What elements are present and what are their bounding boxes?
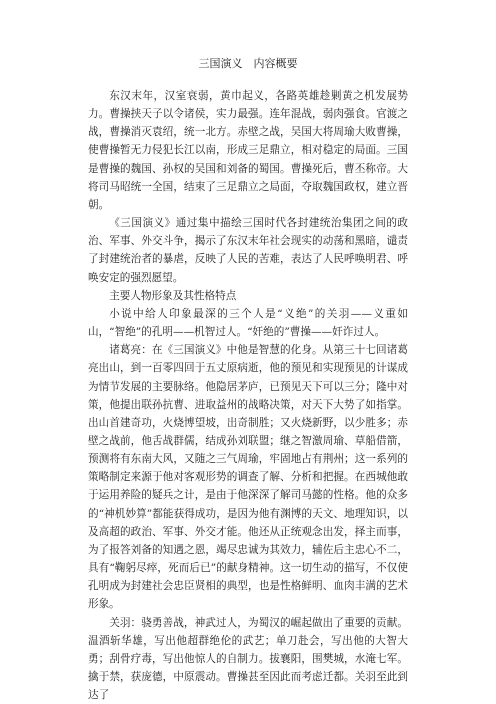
paragraph-zhuge-liang: 诸葛亮：在《三国演义》中他是智慧的化身。从第三十七回诸葛亮出山，到一百零四回于五丈原病逝，他的预见和实现预见的计谋成为情节发展的主要脉络。他隐居茅庐，已预见天下可以三分；隆中对策，他提出联孙抗曹、进取益州的战略决策，对天下大势了如指掌。出山首建奇功，火烧博望坡，出奇制胜；又火烧新野，以少胜多；赤壁之战前，他舌战群儒，结成孙刘联盟；继之智激周瑜、草船借箭，预测将有东南大风，又随之三气周瑜，牢固地占有荆州；这一系列的策略制定来源于他对客观形势的调查了解、分析和把握。在西城他敢于运用养险的疑兵之计，是由于他深深了解司马懿的性格。他的众多的“神机妙算”都能获得成功，是因为他有渊博的天文、地理知识，以及高超的政治、军事、外交才能。他还从正统观念出发，择主而事，为了报答刘备的知遇之恩，竭尽忠诚为其效力，辅佐后主忠心不二，具有“鞠躬尽瘁，死而后已”的献身精神。这一切生动的描写，不仅使孔明成为封建社会忠臣贤相的典型，也是性格鲜明、血肉丰满的艺术形象。 — [88, 344, 408, 611]
paragraph-background: 东汉末年，汉室衰弱，黄巾起义，各路英雄趁剿黄之机发展势力。曹操挟天子以令诸侯，实力最强。连年混战，弱肉强食。官渡之战，曹操消灭袁绍，统一北方。赤壁之战，吴国大将周瑜大败曹操，使曹操暂无力侵犯长江以南，形成三足鼎立，相对稳定的局面。三国是曹操的魏国、孙权的吴国和刘备的蜀国。曹操死后，曹丕称帝。大将司马昭统一全国，结束了三足鼎立之局面，夺取魏国政权，建立晋朝。 — [88, 90, 408, 211]
paragraph-three-characters: 小说中给人印象最深的三个人是“义绝”的关羽——义重如山，“智绝”的孔明——机智过人。“奸绝的”曹操——奸诈过人。 — [88, 307, 408, 339]
paragraph-guan-yu: 关羽：骁勇善战，神武过人，为蜀汉的崛起做出了重要的贡献。温酒斩华雄，写出他超群绝伦的武艺；单刀赴会，写出他的大智大勇；刮骨疗毒，写出他惊人的自制力。拔襄阳，围樊城，水淹七军。擒于禁，获庞德，中原震动。曹操甚至因此而考虑迁都。关羽至此到达了 — [88, 616, 408, 702]
section-heading-characters: 主要人物形象及其性格特点 — [109, 289, 237, 302]
paragraph-theme: 《三国演义》通过集中描绘三国时代各封建统治集团之间的政治、军事、外交斗争，揭示了东汉末年社会现实的动荡和黑暗，谴责了封建统治者的暴虐，反映了人民的苦难，表达了人民呼唤明君、呼唤安定的强烈愿望。 — [88, 217, 408, 284]
document-title: 三国演义 内容概要 — [198, 57, 298, 70]
